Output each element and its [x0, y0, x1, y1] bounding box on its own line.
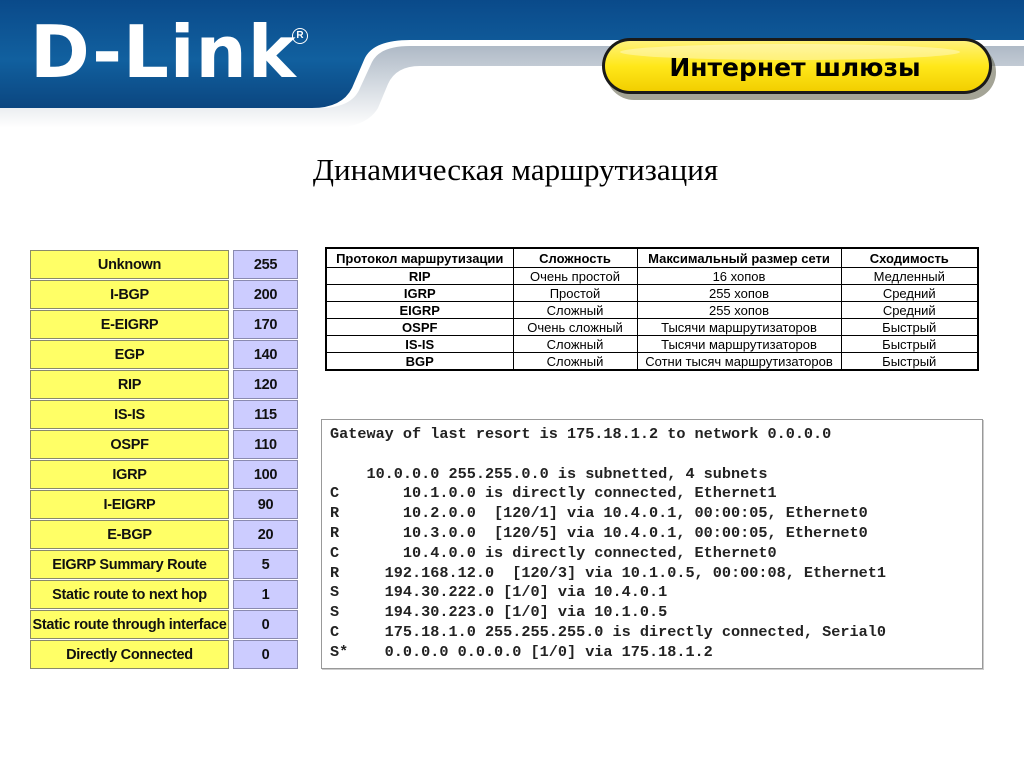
- ad-value-cell: 20: [233, 520, 298, 549]
- table-cell: OSPF: [326, 319, 513, 336]
- table-cell: IS-IS: [326, 336, 513, 353]
- ad-protocol-cell: E-BGP: [30, 520, 229, 549]
- ad-value-cell: 200: [233, 280, 298, 309]
- protocol-comparison-table: [325, 247, 979, 371]
- routing-table-output: [321, 419, 983, 669]
- section-label: Интернет шлюзы: [669, 53, 921, 82]
- ad-protocol-cell: IS-IS: [30, 400, 229, 429]
- page-title: Динамическая маршрутизация: [312, 152, 719, 187]
- table-cell: RIP: [326, 268, 513, 285]
- ad-protocol-cell: I-EIGRP: [30, 490, 229, 519]
- table-cell: Быстрый: [841, 336, 978, 353]
- ad-value-cell: 115: [233, 400, 298, 429]
- ad-value-cell: 170: [233, 310, 298, 339]
- cli-line: C 10.4.0.0 is directly connected, Ethernet0: [330, 543, 777, 562]
- ad-protocol-cell: E-EIGRP: [30, 310, 229, 339]
- table-row: [326, 268, 978, 285]
- table-row: [326, 285, 978, 302]
- table-cell: EIGRP: [326, 302, 513, 319]
- table-cell: Сложный: [513, 302, 637, 319]
- cli-line: Gateway of last resort is 175.18.1.2 to network 0.0.0.0: [330, 425, 832, 443]
- table-cell: Простой: [513, 285, 637, 302]
- cli-line: S* 0.0.0.0 0.0.0.0 [1/0] via 175.18.1.2: [330, 642, 713, 661]
- table-cell: Сотни тысяч маршрутизаторов: [637, 353, 841, 371]
- table-header-row: [326, 248, 978, 268]
- ad-value-cell: 100: [233, 460, 298, 489]
- cli-line: R 10.3.0.0 [120/5] via 10.4.0.1, 00:00:05, Ethernet0: [330, 523, 868, 542]
- ad-value-cell: 110: [233, 430, 298, 459]
- column-header: Сходимость: [841, 248, 978, 268]
- table-cell: Средний: [841, 302, 978, 319]
- ad-value-cell: 5: [233, 550, 298, 579]
- table-cell: 255 хопов: [637, 302, 841, 319]
- ad-protocol-cell: IGRP: [30, 460, 229, 489]
- ad-protocol-cell: I-BGP: [30, 280, 229, 309]
- table-row: [326, 336, 978, 353]
- column-header: Сложность: [513, 248, 637, 268]
- table-cell: Очень сложный: [513, 319, 637, 336]
- ad-value-cell: 140: [233, 340, 298, 369]
- table-cell: Тысячи маршрутизаторов: [637, 336, 841, 353]
- ad-value-cell: 0: [233, 610, 298, 639]
- ad-value-cell: 255: [233, 250, 298, 279]
- header-banner: [0, 0, 1024, 130]
- ad-protocol-cell: Unknown: [30, 250, 229, 279]
- ad-protocol-cell: Directly Connected: [30, 640, 229, 669]
- ad-value-cell: 120: [233, 370, 298, 399]
- cli-line: [330, 445, 982, 465]
- table-row: [326, 302, 978, 319]
- table-cell: IGRP: [326, 285, 513, 302]
- ad-value-cell: 90: [233, 490, 298, 519]
- ad-protocol-cell: EIGRP Summary Route: [30, 550, 229, 579]
- cli-line: 10.0.0.0 255.255.0.0 is subnetted, 4 subnets: [330, 464, 768, 483]
- ad-protocol-cell: RIP: [30, 370, 229, 399]
- cli-line: S 194.30.222.0 [1/0] via 10.4.0.1: [330, 583, 668, 602]
- table-cell: BGP: [326, 353, 513, 371]
- table-row: [326, 353, 978, 371]
- cli-line: S 194.30.223.0 [1/0] via 10.1.0.5: [330, 603, 668, 622]
- table-cell: Очень простой: [513, 268, 637, 285]
- table-cell: Медленный: [841, 268, 978, 285]
- table-cell: Сложный: [513, 336, 637, 353]
- table-row: [326, 319, 978, 336]
- column-header: Максимальный размер сети: [637, 248, 841, 268]
- admin-distance-protocols: [30, 250, 229, 670]
- table-cell: Быстрый: [841, 353, 978, 371]
- ad-value-cell: 1: [233, 580, 298, 609]
- cli-line: R 10.2.0.0 [120/1] via 10.4.0.1, 00:00:05, Ethernet0: [330, 504, 868, 523]
- ad-protocol-cell: Static route to next hop: [30, 580, 229, 609]
- table-cell: Сложный: [513, 353, 637, 371]
- table-cell: Тысячи маршрутизаторов: [637, 319, 841, 336]
- ad-value-cell: 0: [233, 640, 298, 669]
- registered-mark: R: [292, 28, 308, 44]
- cli-line: C 10.1.0.0 is directly connected, Ethernet1: [330, 484, 777, 503]
- cli-line: R 192.168.12.0 [120/3] via 10.1.0.5, 00:00:08, Ethernet1: [330, 563, 886, 582]
- table-cell: Средний: [841, 285, 978, 302]
- ad-protocol-cell: EGP: [30, 340, 229, 369]
- ad-protocol-cell: OSPF: [30, 430, 229, 459]
- admin-distance-values: [233, 250, 298, 670]
- table-cell: 16 хопов: [637, 268, 841, 285]
- table-cell: 255 хопов: [637, 285, 841, 302]
- cli-line: C 175.18.1.0 255.255.255.0 is directly connected, Serial0: [330, 622, 886, 641]
- dlink-logo: D-Link: [30, 10, 297, 94]
- column-header: Протокол маршрутизации: [326, 248, 513, 268]
- ad-protocol-cell: Static route through interface: [30, 610, 229, 639]
- table-cell: Быстрый: [841, 319, 978, 336]
